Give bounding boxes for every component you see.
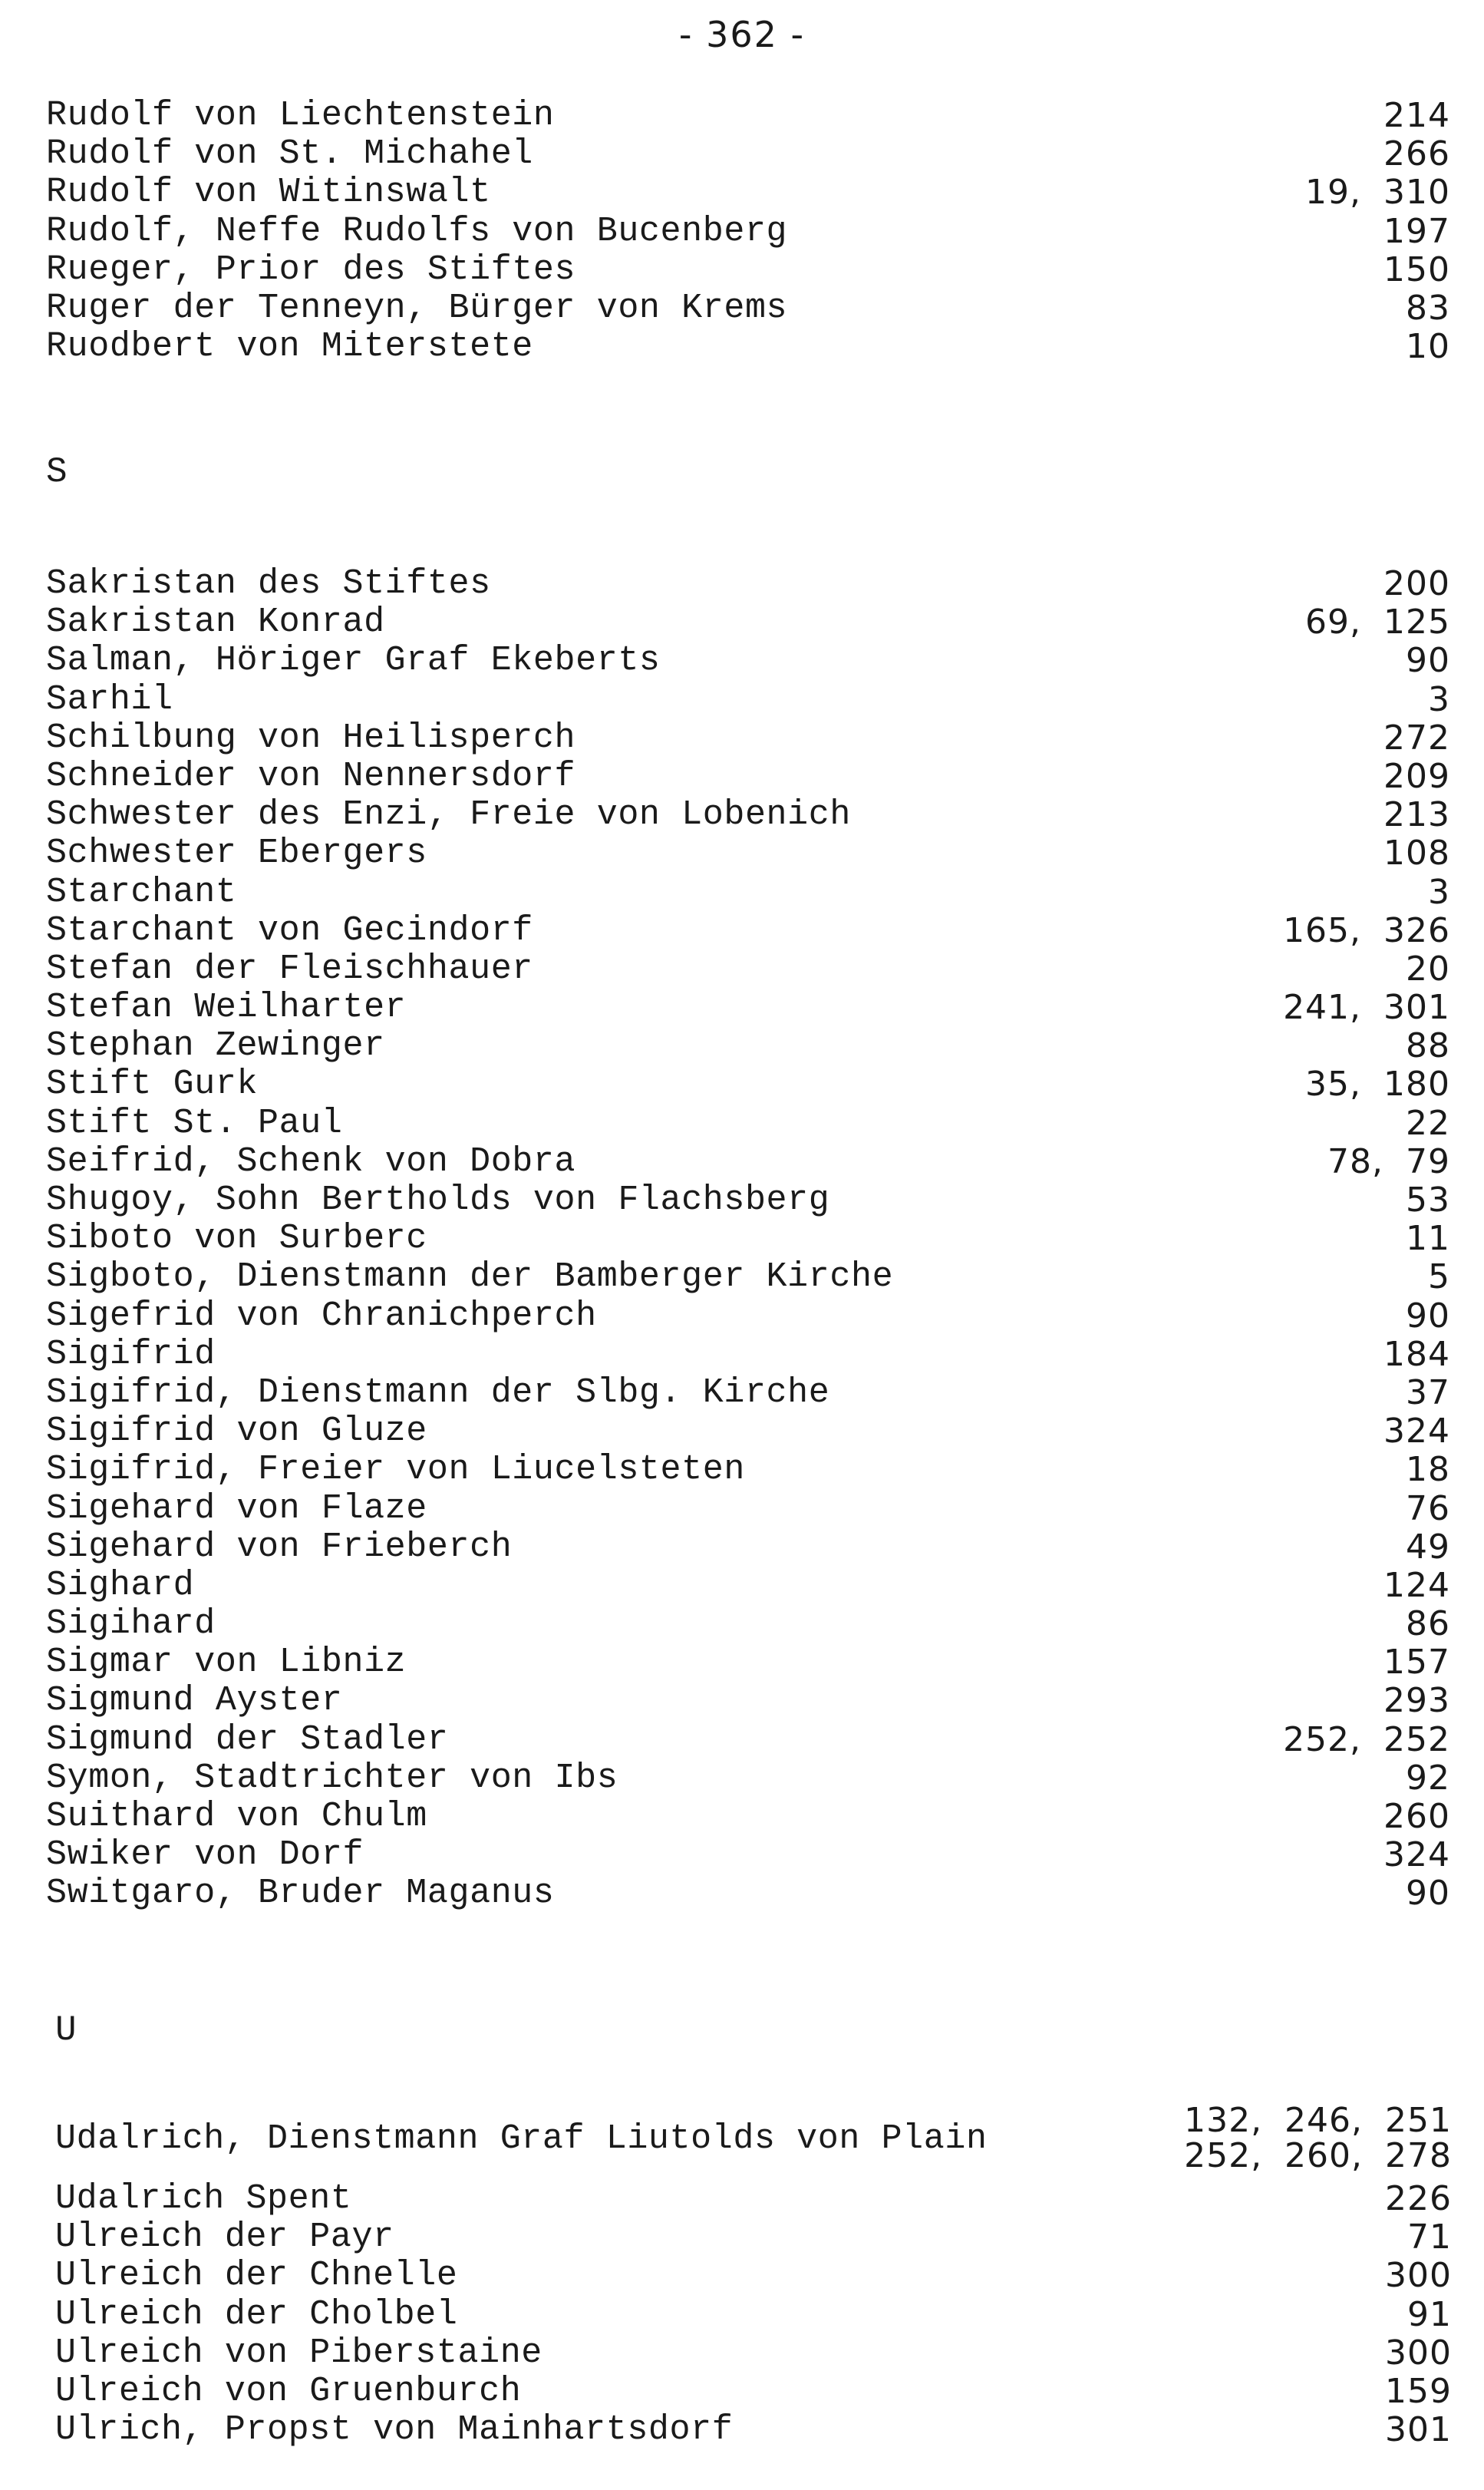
entry-pages: 260 xyxy=(1383,1797,1450,1836)
entry-pages: 20 xyxy=(1406,949,1450,989)
entry-pages: 324 xyxy=(1383,1412,1450,1451)
section-letter-s: S xyxy=(46,452,68,492)
index-entry xyxy=(46,1567,1450,1605)
entry-pages: 266 xyxy=(1383,134,1450,174)
entry-name: Starchant xyxy=(46,872,237,912)
entry-pages: 324 xyxy=(1383,1835,1450,1875)
entry-name: Ulreich der Chnelle xyxy=(55,2256,458,2296)
entry-name: Udalrich Spent xyxy=(55,2179,352,2218)
entry-name: Stefan Weilharter xyxy=(46,988,407,1028)
entry-name: Sigehard von Flaze xyxy=(46,1488,427,1528)
index-entry xyxy=(46,873,1450,912)
section-letter-u: U xyxy=(55,2010,77,2050)
entry-pages: 37 xyxy=(1406,1372,1450,1412)
index-entry xyxy=(46,1721,1450,1759)
index-entry xyxy=(46,1143,1450,1181)
entry-name: Starchant von Gecindorf xyxy=(46,910,533,950)
page-number: - 362 - xyxy=(678,14,806,55)
index-entry xyxy=(46,950,1450,989)
entry-pages: 91 xyxy=(1407,2294,1452,2334)
index-entry xyxy=(46,1605,1450,1643)
entry-pages: 241, 301 xyxy=(1283,988,1450,1028)
entry-name: Sigmar von Libniz xyxy=(46,1643,407,1683)
entry-pages: 300 xyxy=(1385,2256,1452,2296)
entry-name: Suithard von Chulm xyxy=(46,1797,427,1836)
index-entry xyxy=(55,2373,1452,2411)
entry-pages: 159 xyxy=(1385,2371,1452,2411)
index-entry xyxy=(46,289,1450,328)
index-entry xyxy=(46,1874,1450,1913)
index-entry xyxy=(55,2218,1452,2257)
index-entry xyxy=(46,1220,1450,1258)
entry-name: Rudolf von St. Michahel xyxy=(46,134,533,174)
entry-pages: 300 xyxy=(1385,2333,1452,2373)
entry-name: Sigehard von Frieberch xyxy=(46,1527,513,1567)
entry-name: Sigmund der Stadler xyxy=(46,1719,449,1759)
entry-name: Ulrich, Propst von Mainhartsdorf xyxy=(55,2410,734,2450)
entry-name: Schilbung von Heilisperch xyxy=(46,718,576,758)
entry-pages xyxy=(1184,2103,1452,2174)
entry-pages: 252, 252 xyxy=(1283,1719,1450,1759)
entry-pages: 22 xyxy=(1406,1103,1450,1143)
entry-name: Swiker von Dorf xyxy=(46,1835,364,1875)
entry-pages: 197 xyxy=(1383,211,1450,251)
entry-pages: 293 xyxy=(1383,1681,1450,1721)
entry-pages: 209 xyxy=(1383,756,1450,796)
entry-pages: 11 xyxy=(1406,1219,1450,1259)
entry-pages: 3 xyxy=(1428,679,1450,719)
entry-pages: 5 xyxy=(1428,1257,1450,1297)
entry-name: Sakristan des Stiftes xyxy=(46,564,491,603)
entry-name: Stephan Zewinger xyxy=(46,1026,385,1066)
index-entry xyxy=(46,173,1450,212)
index-entry xyxy=(46,1181,1450,1220)
entry-name: Rueger, Prior des Stiftes xyxy=(46,249,576,289)
index-entry xyxy=(46,989,1450,1027)
entry-name: Ruodbert von Miterstete xyxy=(46,327,533,367)
index-entry xyxy=(46,1065,1450,1104)
entry-name: Stift St. Paul xyxy=(46,1103,343,1143)
entry-name: Sigmund Ayster xyxy=(46,1681,343,1721)
index-entry xyxy=(46,1297,1450,1336)
entry-pages: 78, 79 xyxy=(1327,1141,1450,1181)
entry-name: Salman, Höriger Graf Ekeberts xyxy=(46,641,661,681)
index-entry xyxy=(46,1374,1450,1412)
entry-name: Ruger der Tenneyn, Bürger von Krems xyxy=(46,288,788,328)
index-entry xyxy=(46,1027,1450,1065)
index-entry xyxy=(55,2257,1452,2295)
index-entry xyxy=(55,2296,1452,2334)
entry-pages: 76 xyxy=(1406,1488,1450,1528)
index-entry xyxy=(46,135,1450,173)
index-entry xyxy=(46,1412,1450,1451)
entry-name: Ulreich von Gruenburch xyxy=(55,2371,522,2411)
index-entry xyxy=(46,1105,1450,1143)
index-section-r xyxy=(46,97,1450,366)
entry-pages: 165, 326 xyxy=(1283,910,1450,950)
index-entry xyxy=(46,1490,1450,1528)
entry-name: Schwester Ebergers xyxy=(46,834,427,873)
entry-pages: 18 xyxy=(1406,1450,1450,1490)
entry-pages: 226 xyxy=(1385,2179,1452,2218)
entry-pages: 184 xyxy=(1383,1334,1450,1374)
entry-pages: 49 xyxy=(1406,1527,1450,1567)
index-entry xyxy=(46,642,1450,680)
entry-pages: 124 xyxy=(1383,1565,1450,1605)
index-section-u xyxy=(55,2103,1452,2449)
entry-name: Shugoy, Sohn Bertholds von Flachsberg xyxy=(46,1181,830,1220)
entry-pages: 10 xyxy=(1406,327,1450,367)
index-entry xyxy=(46,1798,1450,1836)
index-entry xyxy=(46,681,1450,719)
entry-pages: 90 xyxy=(1406,1874,1450,1914)
entry-pages: 88 xyxy=(1406,1026,1450,1066)
index-entry xyxy=(46,758,1450,796)
entry-name: Stift Gurk xyxy=(46,1065,259,1105)
entry-pages: 71 xyxy=(1407,2218,1452,2257)
entry-pages: 214 xyxy=(1383,96,1450,135)
entry-name: Sigifrid, Dienstmann der Slbg. Kirche xyxy=(46,1372,830,1412)
entry-name: Sarhil xyxy=(46,679,173,719)
entry-pages: 53 xyxy=(1406,1181,1450,1220)
entry-name: Rudolf von Liechtenstein xyxy=(46,96,555,135)
entry-name: Rudolf von Witinswalt xyxy=(46,173,491,213)
entry-pages: 3 xyxy=(1428,872,1450,912)
entry-pages: 150 xyxy=(1383,249,1450,289)
entry-name: Udalrich, Dienstmann Graf Liutolds von Plain xyxy=(55,2119,988,2158)
index-entry xyxy=(46,1759,1450,1798)
index-entry xyxy=(46,1643,1450,1682)
entry-name: Stefan der Fleischhauer xyxy=(46,949,533,989)
entry-pages: 19, 310 xyxy=(1305,173,1450,213)
entry-name: Rudolf, Neffe Rudolfs von Bucenberg xyxy=(46,211,788,251)
entry-name: Sigihard xyxy=(46,1604,216,1644)
entry-pages: 69, 125 xyxy=(1305,603,1450,642)
index-entry xyxy=(55,2180,1452,2218)
entry-name: Schneider von Nennersdorf xyxy=(46,756,576,796)
entry-name: Seifrid, Schenk von Dobra xyxy=(46,1141,576,1181)
entry-pages: 90 xyxy=(1406,1296,1450,1336)
entry-name: Siboto von Surberc xyxy=(46,1219,427,1259)
entry-name: Sigifrid, Freier von Liucelsteten xyxy=(46,1450,745,1490)
index-entry xyxy=(55,2411,1452,2449)
index-entry xyxy=(46,834,1450,873)
entry-name: Ulreich von Piberstaine xyxy=(55,2333,542,2373)
index-entry xyxy=(46,565,1450,603)
index-entry xyxy=(46,796,1450,834)
index-entry xyxy=(46,1528,1450,1567)
index-entry xyxy=(55,2334,1452,2373)
entry-pages: 90 xyxy=(1406,641,1450,681)
entry-pages: 108 xyxy=(1383,834,1450,873)
entry-pages: 272 xyxy=(1383,718,1450,758)
entry-name: Schwester des Enzi, Freie von Lobenich xyxy=(46,795,851,835)
entry-name: Sigboto, Dienstmann der Bamberger Kirche xyxy=(46,1257,894,1297)
index-entry xyxy=(46,1336,1450,1374)
index-entry xyxy=(46,251,1450,289)
index-entry xyxy=(46,328,1450,366)
entry-name: Sigifrid von Gluze xyxy=(46,1412,427,1451)
entry-name: Sighard xyxy=(46,1565,195,1605)
entry-pages: 157 xyxy=(1383,1643,1450,1683)
entry-pages: 200 xyxy=(1383,564,1450,603)
index-entry xyxy=(46,912,1450,950)
entry-pages: 213 xyxy=(1383,795,1450,835)
index-section-s xyxy=(46,565,1450,1914)
index-entry xyxy=(46,603,1450,642)
index-entry xyxy=(46,719,1450,758)
entry-name: Switgaro, Bruder Maganus xyxy=(46,1874,555,1914)
index-entry xyxy=(55,2103,1452,2180)
index-entry xyxy=(46,213,1450,251)
entry-name: Sigefrid von Chranichperch xyxy=(46,1296,597,1336)
index-entry xyxy=(46,1451,1450,1489)
entry-pages-line: 132, 246, 251 xyxy=(1184,2101,1452,2140)
entry-pages: 35, 180 xyxy=(1305,1065,1450,1105)
entry-pages-line: 252, 260, 278 xyxy=(1184,2136,1452,2175)
entry-pages: 86 xyxy=(1406,1604,1450,1644)
entry-pages: 92 xyxy=(1406,1758,1450,1798)
index-entry xyxy=(46,97,1450,135)
entry-name: Symon, Stadtrichter von Ibs xyxy=(46,1758,618,1798)
index-entry xyxy=(46,1258,1450,1296)
entry-name: Ulreich der Cholbel xyxy=(55,2294,458,2334)
entry-name: Sigifrid xyxy=(46,1334,216,1374)
index-entry xyxy=(46,1682,1450,1720)
entry-name: Sakristan Konrad xyxy=(46,603,385,642)
index-entry xyxy=(46,1836,1450,1874)
entry-pages: 301 xyxy=(1385,2410,1452,2450)
entry-pages: 83 xyxy=(1406,288,1450,328)
entry-name: Ulreich der Payr xyxy=(55,2218,394,2257)
